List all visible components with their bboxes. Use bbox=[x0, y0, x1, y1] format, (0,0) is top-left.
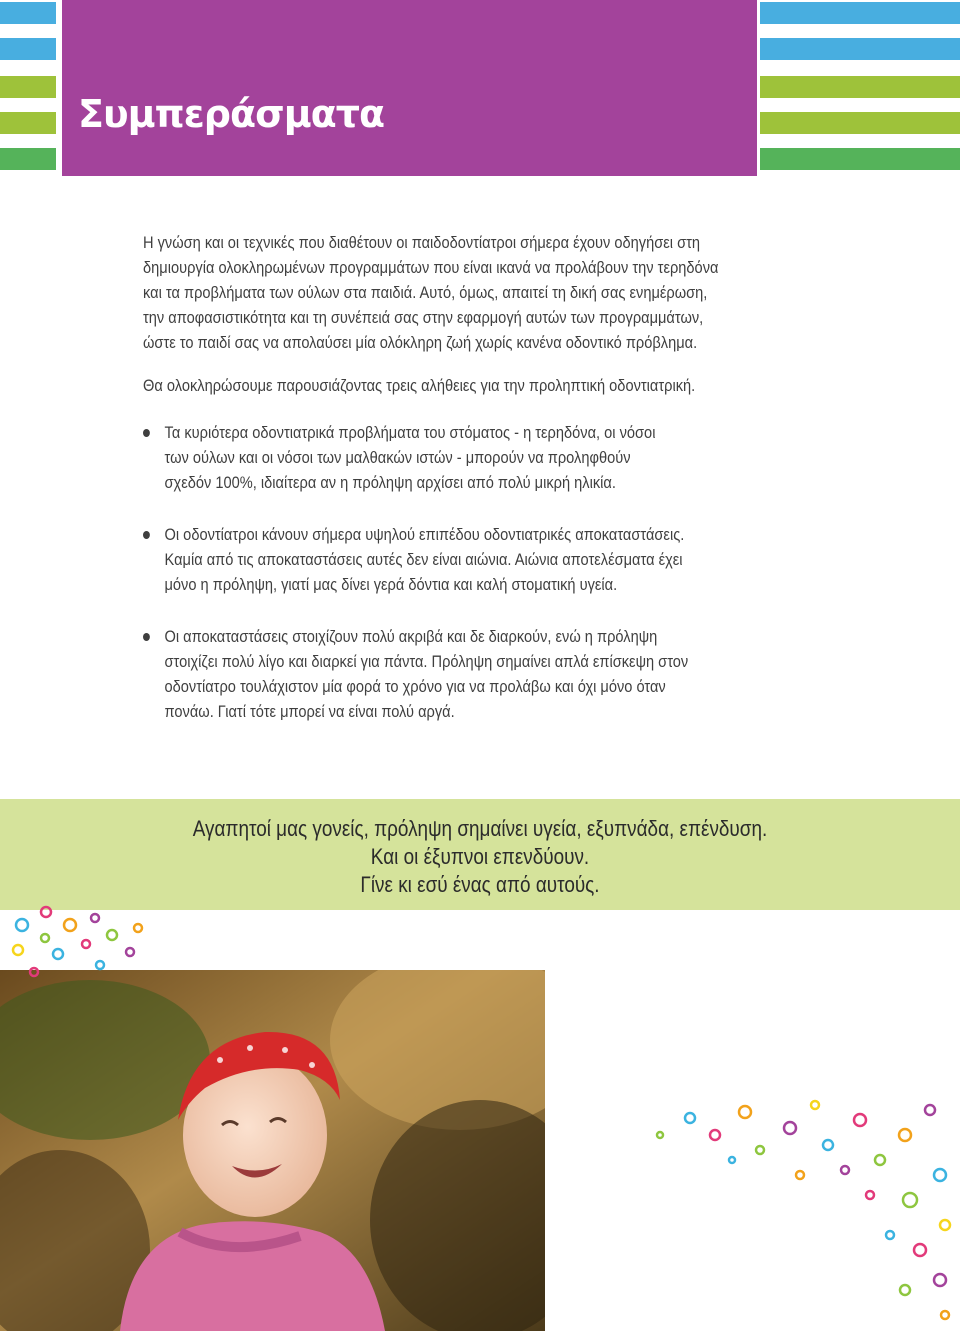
bullet-line: στοιχίζει πολύ λίγο και διαρκεί για πάντα. Πρόληψη σημαίνει απλά επίσκεψη στον bbox=[164, 652, 689, 671]
closing-message bbox=[0, 815, 960, 899]
stripe-green bbox=[760, 112, 960, 134]
stripe-blue bbox=[0, 2, 56, 24]
bullet-icon bbox=[143, 429, 150, 437]
stripe-green bbox=[0, 112, 56, 134]
stripe-green-dark bbox=[0, 148, 56, 170]
left-stripes bbox=[0, 0, 56, 176]
stripe-blue bbox=[0, 38, 56, 60]
stripe-green-dark bbox=[760, 148, 960, 170]
stripe-green bbox=[0, 76, 56, 98]
right-stripes bbox=[760, 0, 960, 176]
main-content bbox=[143, 230, 822, 751]
bullet-line: οδοντίατρο τουλάχιστον μία φορά το χρόνο για να προλάβω και όχι μόνο όταν bbox=[164, 677, 666, 696]
stripe-green bbox=[760, 76, 960, 98]
bullet-icon bbox=[143, 633, 150, 641]
bullet-line: Καμία από τις αποκαταστάσεις αυτές δεν είναι αιώνια. Αιώνια αποτελέσματα έχει bbox=[164, 550, 683, 569]
lead-sentence: Θα ολοκληρώσουμε παρουσιάζοντας τρεις αλήθειες για την προληπτική οδοντιατρική. bbox=[143, 376, 696, 395]
bullet-line: μόνο η πρόληψη, γιατί μας δίνει γερά δόντια και καλή στοματική υγεία. bbox=[164, 575, 618, 594]
bullet-line: πονάω. Γιατί τότε μπορεί να είναι πολύ αργά. bbox=[164, 702, 455, 721]
stripe-blue bbox=[760, 2, 960, 24]
page-title: Συμπεράσματα bbox=[78, 92, 385, 136]
intro-line: δημιουργία ολοκληρωμένων προγραμμάτων που είναι ικανά να προλάβουν την τερηδόνα bbox=[143, 258, 719, 277]
bullet-line: Οι οδοντίατροι κάνουν σήμερα υψηλού επιπέδου οδοντιατρικές αποκαταστάσεις. bbox=[164, 525, 685, 544]
stripe-blue bbox=[760, 38, 960, 60]
closing-line: Και οι έξυπνοι επενδύουν. bbox=[370, 844, 590, 869]
intro-paragraph bbox=[143, 230, 822, 355]
bullet-line: σχεδόν 100%, ιδιαίτερα αν η πρόληψη αρχίσει από πολύ μικρή ηλικία. bbox=[164, 473, 616, 492]
intro-line: την αποφασιστικότητα και τη συνέπειά σας στην εφαρμογή αυτών των προγραμμάτων, bbox=[143, 308, 704, 327]
closing-line: Αγαπητοί μας γονείς, πρόληψη σημαίνει υγεία, εξυπνάδα, επένδυση. bbox=[192, 816, 768, 841]
bullet-line: Οι αποκαταστάσεις στοιχίζουν πολύ ακριβά και δε διαρκούν, ενώ η πρόληψη bbox=[164, 627, 658, 646]
confetti-right bbox=[657, 1101, 950, 1319]
bullet-item bbox=[143, 624, 822, 724]
bullet-item bbox=[143, 522, 822, 597]
bullet-line: των ούλων και οι νόσοι των μαλθακών ιστών - μπορούν να προληφθούν bbox=[164, 448, 631, 467]
child-photo-illustration bbox=[0, 970, 545, 1331]
intro-line: ώστε το παιδί σας να απολαύσει μία ολόκληρη ζωή χωρίς κανένα οδοντικό πρόβλημα. bbox=[143, 333, 698, 352]
bullet-item bbox=[143, 420, 822, 495]
confetti-left bbox=[13, 907, 142, 976]
bullet-line: Τα κυριότερα οδοντιατρικά προβλήματα του στόματος - η τερηδόνα, οι νόσοι bbox=[164, 423, 656, 442]
intro-line: Η γνώση και οι τεχνικές που διαθέτουν οι παιδοδοντίατροι σήμερα έχουν οδηγήσει στη bbox=[143, 233, 701, 252]
header-box bbox=[62, 0, 757, 176]
child-photo bbox=[0, 970, 545, 1331]
closing-line: Γίνε κι εσύ ένας από αυτούς. bbox=[360, 872, 600, 897]
intro-line: και τα προβλήματα των ούλων στα παιδιά. Αυτό, όμως, απαιτεί τη δική σας ενημέρωση, bbox=[143, 283, 708, 302]
bullet-icon bbox=[143, 531, 150, 539]
